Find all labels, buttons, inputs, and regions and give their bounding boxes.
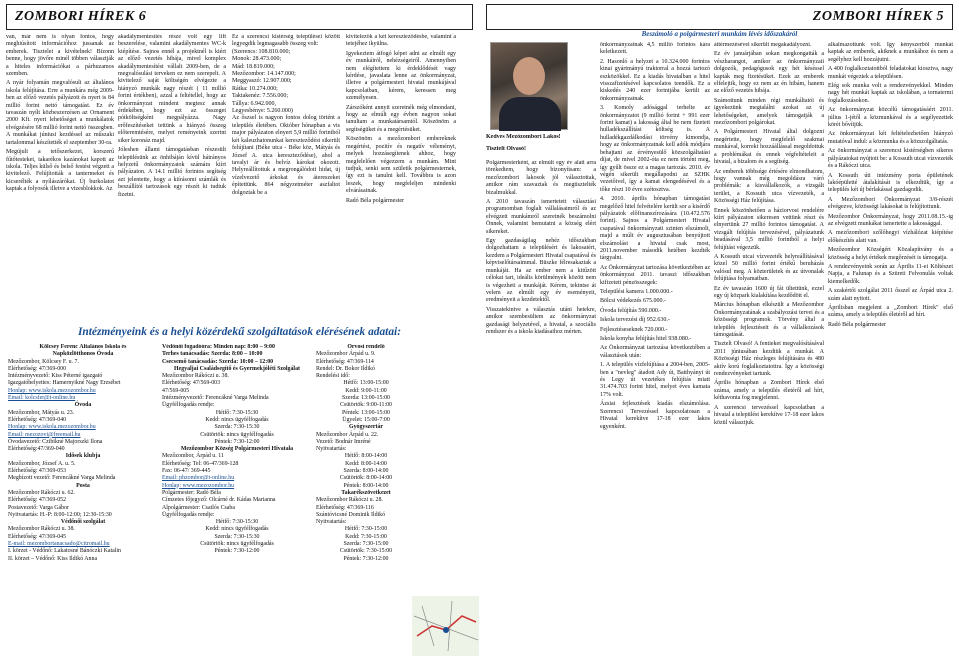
institution-line[interactable]: Email: mezozovi@freemail.hu (8, 431, 81, 438)
institution-line: Kölcsey Ferenc Általános Iskola és (39, 344, 127, 350)
report-subheader: Beszámoló a polgármesteri munkám lévés időszakáról (641, 30, 798, 38)
paragraph: Települési kamera 1.000.000.- (600, 289, 673, 295)
paragraph: Az Önkormányzat tartozása következtében a választások után: (600, 345, 710, 359)
paragraph: Számottunk minden régi munkáltatói és igyekezünk megtalálni azokat az új lehetőségeket, amelyek támogatják a mezőzombori polgárokat. (714, 97, 824, 127)
paragraph: Az önkormányzat két feltételezhetően hiányzó mutatóval indul: a közmunka és a közszolgáltatás. (828, 131, 953, 145)
institution-line: Csütörtök: 7:30-15:00 (339, 548, 393, 555)
greeting-1: Kedves Mezőzombori Lakos! (486, 134, 561, 140)
institution-line: Mezőzombor Község Polgármesteri Hivatala (180, 446, 294, 453)
paragraph: Radó Béla polgármester (346, 197, 404, 204)
paragraph: Mezőzombor Önkormányzat, hogy 2011.08.15.-ig az elvégzett munkákat ismertette a lakossággal. (828, 213, 953, 227)
village-map-icon (412, 596, 479, 656)
institution-line: Postavezető: Varga Gábor (8, 504, 69, 511)
paragraph: alkalmazottunk volt. Így kényszerből munkát kaptak az emberek, akiknek a munkához és nem a segélyhez kell hozzájutni. (828, 42, 953, 63)
left-col-4 (346, 34, 456, 324)
institution-line: Orvosi rendelő (347, 344, 385, 350)
institution-line: Mezőzombor Rákóczi u. 28. (316, 497, 383, 504)
institution-line: Csütörtök: 9:00-11:00 (340, 402, 392, 409)
paragraph: Ázsiai fejlesztések kiadás elszámolása. Szerencsi Tervezéssel kapcsolatosan a Hivatal kerekítve 17-18 ezer lakos egyenként. (600, 401, 710, 430)
paragraph: kivitelezők a két kereszteződésbe, valamint a tetejéhez ikyülna. (346, 34, 456, 48)
institution-line: Megbízott vezető: Ferencákné Varga Melinda (8, 475, 116, 482)
institution-line: Szántóvicsné Dominik Ildikó (316, 511, 386, 518)
left-col-3 (232, 34, 340, 324)
paragraph: önkormányzatnak 4,5 millió forintos kára keletkezett. (600, 42, 710, 56)
institution-line: Vezető: Bodnár Imréné (316, 438, 371, 445)
institution-line: Csütörtök: 8:00-14:00 (339, 475, 393, 482)
paragraph: Tisztelt Olvasó! A fentieket megvalósításával 2011 júniusában kezdtük a munkát. A Közösségi Ház részleges felújítására és 480 aktív korú foglalkoztatottra. Így a közösségi rendezvényeket tartunk. (714, 341, 824, 378)
left-col-1 (6, 34, 114, 324)
right-page (480, 0, 959, 669)
institution-line: Péntek: 7:30-12:00 (343, 555, 389, 562)
institution-line: Hegyaljai Családsegítő és Gyermekjóléti Szolgálat (174, 365, 300, 372)
paragraph: Mád: 18.819.000; (232, 63, 275, 70)
institution-line: Mezőzombor, Árpád u. 11 (162, 453, 224, 460)
institution-line: Rendel: Dr. Bokor Ildikó (316, 365, 375, 372)
institution-line: Polgármester: Radó Béla (162, 489, 221, 496)
institution-line: Nyitvatartás: (316, 519, 347, 526)
institution-line: Hétfő: 8:00-14:00 (344, 453, 388, 460)
paragraph: A Kossuth úti intézmény porta épületének lakóépületté átalakítását is elkezdtük, így a település két új bérlakással gazdagodik. (828, 172, 953, 194)
institution-line: Elérhetőség: 47/369-052 (8, 497, 67, 504)
institution-line: Szerda: 7:30-15:30 (214, 533, 260, 540)
paragraph: akadálymentesítés része volt egy lift beszerelése, valamint akadálymentes WC-k kiépítése. Sajnos ennél a projektnél is kiért az előző vezetés hibája, mivel komplex akadálymentesítést vállalt 2009-ben, de a megvalósulási terveken ez nem szerepelt. A kivitelező saját költségén elvégezte a hiányzó munkák nagy részét ( 11 millió forint értékben), azzal a feltétellel, hogy az önkormányzat mindent megtesz annak érdekében, hogy ezt az összeget pótköltségként megpályázza. Nagy erőfeszítéseket tettünk a hiányzó összeg előteremtésére, melyet reményeink szerint siker koronáz majd. (118, 34, 226, 144)
paragraph: Óvoda felújítás 590.000.- (600, 307, 662, 314)
institution-line: Kedd: 7:30-15:00 (345, 533, 387, 540)
institution-line: Elérhetőség: 47/569-003 (162, 380, 221, 387)
institution-line[interactable]: Honlap: www.iskola.mezozombor.hu (8, 387, 96, 394)
institution-line: Szerda: 13:00-15:00 (342, 395, 390, 402)
institution-line: Elérhetőség: 47/369-116 (316, 504, 374, 511)
paragraph: Köszönöm a mezőzombori embereknek megértést, pozitív és negatív véleményt, melyek hozzásegítenek ahhoz, hogy megfelelően végezzem a munkám. Mint tudjuk, senki sem születik polgármesternek, így ezt is tanulni kell. Továbbra is azon leszek, hogy megfeleljen mindenki elvárásainak. (346, 136, 456, 195)
paragraph: Monok: 28.473.000; (232, 56, 282, 63)
paragraph: Mezőzombor Községért Közalapítvány és a közösség a helyi értékek megőrzését is támogatja. (828, 247, 953, 261)
paragraph: Az önkormányzat közcélú támogatásáért 2011. július 1-jétől a közmunkával és a segélyezettek körét bővítjük. (828, 107, 953, 129)
institution-line: I. körzet - Védőnő: Lakatosné Bánóczki Katalin (8, 548, 121, 555)
institutions-col-2 (162, 344, 312, 666)
institution-line: Mezőzombor, Mátyás u. 23. (8, 409, 75, 416)
left-col-2 (118, 34, 226, 324)
institution-line: Elérhetőség: 47/369-114 (316, 358, 374, 365)
institution-line[interactable]: E-mail: mezombortanacsado@citromail.hu (8, 541, 110, 548)
institution-line: Kedd: nincs ügyfélfogadás (205, 416, 269, 423)
paragraph: Jóleshen állami támogatásban részesült településünk az önhibáján kívül hátrányos helyzetű önkormányzatok számára kiírt pályázaton. A 14.1 millió forintos segítség azt jelentette, hogy a kiírásomi számlák és beszállítói tartozások egy részét ki tudtuk fizetni. (118, 147, 226, 198)
institution-line: Posta (76, 482, 90, 489)
institution-line: Kedd: nincs ügyfélfogadás (205, 526, 269, 533)
institution-line: 47/569-005 (162, 387, 190, 394)
paragraph: A Mezőzombori Önkormányzat 3/8-részét elvégezve, közösségi lakásokat is felújítottunk. (828, 196, 953, 211)
institution-line: Csütörtök: nincs ügyfélfogadás (200, 431, 274, 438)
paragraph: Március hónapban elkészült a Mezőzombor Önkormányzatának a szabályozási tervei és a közösségi programok. Törvény által a település fejlesztéseit és a vállalkozások támogatását. (714, 302, 824, 339)
paragraph: Egy gazdaságilag nehéz időszakban dolgozhattam a településért és lakosaiért, kezdem a Polgármesteri Hivatal csapatával és képviselőtársaimmal. Büszke félresakaztak a munkáját. Ha az ember nem a kitűzött célokat tart, ideális körülmények között nem is végezheti a munkáját. Kérem, tekintse át velem az elmúlt egy év eseményeit, eredményeit a kezdetektől. (486, 238, 596, 304)
institution-line[interactable]: Honlap: www.mezozombor.hu (162, 482, 235, 489)
paragraph: van, már nem is olyan fontos, hogy meghiúsított információhoz jussanak az emberek. Tisztelet a kivételnek! Bizonn bennе, hogy jövőre minél többen választják a hiteles információkat a párhuzamos szemben. (6, 34, 114, 78)
paragraph: A Kossuth utcai vízvezeték helyreállításával közel 50 millió forint értékű beruházás valósul meg. A közterületek és az útvonalak felújítása folyamatban. (714, 253, 824, 283)
institution-line: Mezőzombor Rákóczi u. 38. (162, 373, 229, 380)
institution-line: Óvodavezető: Czibikné Majorszki Ilona (8, 438, 103, 445)
institution-line: Terhes tanácsadás: Szerda: 8:00 – 10:00 (162, 351, 263, 358)
left-page-header (6, 4, 473, 30)
paragraph: Fejlesztéseseknek 720.000.- (600, 326, 668, 333)
institution-line: Elérhetőség: 47/369-000 (8, 365, 67, 372)
institution-line: Nyitvatartás: (316, 446, 347, 453)
institution-line: Mezőzombor, Kölcsey F. u. 7. (8, 358, 79, 365)
paragraph: Április hónapban a Zombori Hírek első száma, amely a település életéről ad hírt, kéthavonta fog megjelenni. (714, 380, 824, 402)
institution-line: Takarékszövetkezet (341, 489, 391, 496)
institution-line: Mezőzombor, József A. u. 5. (8, 460, 76, 467)
institution-line: Címzetes főjegyző: Olcárné dr. Kádas Marianna (162, 497, 276, 504)
paragraph: Az emberek többsége értésére elmondhatom, hogy vannak még megoldásra váró problémák: a kisvállalkozók, a vizsgált terület, a Kossuth utca vízvezeték, a Közösségi Ház felújítása. (714, 168, 824, 205)
institution-line: Intézményvezető: Kiss Péterné igazgató (8, 373, 103, 380)
paragraph: Visszatekintve a választás utáni hetekre, amikor szembesültem az önkormányzat gazdasági helyzetével, a hivatal, a szociális rendszer és a iskola kiadásaihoz mérten. (486, 306, 596, 335)
paragraph: A rendezvényeink során az Április 11-ei Költészet Napja, a Falunap és a Szüreti Felvonulás voltak kiemelkedők. (828, 263, 953, 285)
greeting-2: Tisztelt Olvasó! (486, 146, 527, 152)
institutions-banner: Intézményeink és a helyi közérdekű szolgáltatások elérésének adatai: (77, 326, 402, 338)
institution-line: Intézményvezető: Ferencákné Varga Melinda (162, 395, 269, 402)
institution-line: Hétfő: 13:00-15:00 (343, 380, 389, 387)
institution-line: Ügyfélfogadás rendje: (162, 511, 215, 518)
right-col-1 (486, 160, 596, 665)
paragraph: Rátka: 10.274.000; (232, 85, 278, 92)
institution-line: Hétfő: 7:30-15:30 (215, 519, 259, 526)
paragraph: Meggyaszó: 12.907.000; (232, 78, 292, 85)
paragraph: Taktakenéz: 7.556.000; (232, 93, 289, 100)
paragraph: Polgármesterként, az elmúlt egy év alatt arra törekedtem, hogy bizonyítsam: a mezőzombori lakosok jól választottak, amikor rám szavaztak és megtisztelték bizalmukkal. (486, 160, 596, 196)
paragraph: A szerencsi tervezéssel kapcsolatban a hivatal a települést kerekítve 17-18 ezer lakos közül választjuk. (714, 404, 824, 426)
institution-line: Fax: 06-47/ 369-445 (162, 468, 211, 475)
paragraph: Ez a szerencsi kistérség települései között legyegdik legmagasabb összeg volt: (232, 34, 340, 48)
institution-line: Elérhetőség: Tel: 06-47/369-128 (162, 460, 239, 467)
paragraph: 1. A település vízfelújítása a 2004-ben, 2005-ben a "nevleg" átadott Ady út, Batthyányi út és Legy út vezetékes felújítás miatt 31.474.703 forint hitel, melyet éves kamata 17% volt. (600, 362, 710, 398)
institution-line: Védőnői fogadóóra: Minden nap: 8:00 – 9:00 (162, 344, 275, 350)
institution-line: Mezőzombor Árpád u. 9. (316, 351, 376, 358)
right-page-title: ZOMBORI HÍREK 5 (812, 9, 944, 24)
institution-line: Péntek: 13:00-15:00 (342, 409, 390, 416)
institution-line: Alpolgármester: Csatlós Csaba (162, 504, 235, 511)
paragraph: A Polgármesteri Hivatal által dolgozni megértette, hogy megfelelő szakmai munkával, korrekt hozzáállással megoldottuk a problémákat és ennek végfeltételeit a hivatal, a bizalom és a segítség. (714, 129, 824, 166)
institution-line: Idősek klubja (65, 453, 101, 460)
institutions-col-3 (316, 344, 416, 666)
institution-line: Szerda: 8:00-14:00 (343, 468, 389, 475)
institution-line: Ügyfélfogadás rendje: (162, 402, 215, 409)
institution-line: Nyitvatartás: H.-P: 8:00-12:00; 12:30-15:30 (8, 511, 112, 518)
institution-line: Szerda: 7:30-15:00 (343, 541, 389, 548)
paragraph: Radó Béla polgármester (828, 321, 886, 328)
institution-line: II. körzet – Védőnő: Kiss Ildikó Anna (8, 555, 98, 562)
right-col-2 (600, 42, 710, 665)
institution-line: Elérhetőség: 47/369-040 (8, 416, 67, 423)
paragraph: 2. Hasonló a helyzet a 10.324.000 forintos kinai gyártmányú traktorral a hozzá tartozó eszközökkel. Ez a kiadás hivatalban a hitel visszafizetésével kapcsolatos teendők. Ez a kiskedés 240 ezer forintjába került az önkormányzatnak. (600, 58, 710, 102)
paragraph: A szakértői szolgálat 2011 ősszel az Árpád utca 2. szám alatt nyitott. (828, 288, 953, 302)
paragraph: Iskola tervezési díj 952.630.- (600, 317, 670, 324)
institution-line: Péntek: 7:30-12:00 (214, 438, 260, 445)
institution-line: Mezőzombor Rákóczi u. 38. (8, 526, 75, 533)
paragraph: A 2010 tavaszán ismertetett választási programomban foglalt vállalásaimról és az elvégzett munkámról szeretnék beszámolni Önnek, valamint bemutatni a község elért sikereket. (486, 199, 596, 235)
institution-line: Csütörtök: nincs ügyfélfogadás (200, 541, 274, 548)
institution-line: Csecsemő tanácsadás: Szerda: 10:00 – 12:00 (162, 358, 274, 365)
left-page (0, 0, 479, 669)
institution-line: Védőnői szolgálat (60, 519, 106, 526)
paragraph: 3. Komoly adósággal terhelte az önkormányzatot (9 millió forint + 991 ezer forint kamat) a lakosság által be nem fizetett hulladékszállítási költség is. A hulladékgazdálkodási törvény kimondja, hogy az önkormányzatnak kell adók módjára behajtani az érvényesülő közszolgáltatási díjat, de mivel 2002-óta ez nem történt meg, így gyűlt össze ez a magas tartozás. 2010. év végén sikerült megállapodni az SZHK vezetőivel, így a kamat elengedésével és a tőke részt 10 évre szétosztva. (600, 105, 710, 193)
paragraph: A 400 foglalkoztatottból feladatokat kiosztva, nagy munkát végeztek a településen. (828, 66, 953, 80)
institution-line: Óvoda (74, 402, 92, 409)
mayor-photo (490, 42, 568, 130)
paragraph: Tállya: 6.942.000, (232, 100, 276, 107)
institution-line: Péntek: 8:00-14:00 (343, 482, 389, 489)
paragraph: áttérmezésével sikerült megakadályozni. (714, 42, 812, 48)
institution-line[interactable]: Email: phzombor@t-online.hu (162, 475, 235, 482)
right-page-header (486, 4, 953, 30)
paragraph: Bölcsi védekezés 675.000.- (600, 298, 666, 305)
paragraph: Ez év tavaszán 1600 új fát ültettünk, ezzel egy új közpark kialakítása kezdődött el. (714, 285, 824, 299)
institutions-col-1 (8, 344, 158, 666)
institution-line: Hétfő: 7:30-15:30 (215, 409, 259, 416)
paragraph: Zárszóként annyit szeretnék még elmondani, hogy az elmúlt egy évben nagyon sokat tanultam a munkatársamtól. Köszönöm a segítségüket és a megértésüket. (346, 104, 456, 133)
paragraph: Igyekeztem átfogó képet adni az elmúlt egy év munkáiról, nehézségeiről. Amennyiben nem elégítettem ki érdeklődését vagy kérdése, javaslata lenne az önkormányzat, illetve a polgármesteri hivatal munkájával kapcsolatban, kérem, keressen meg személyesen. (346, 50, 456, 102)
paragraph: (Szerencs: 108.810.000; (232, 48, 291, 55)
institution-line: Szerda: 7:30-15:30 (214, 424, 260, 431)
institution-line: Elérhetőség:47/369-040 (8, 446, 65, 453)
paragraph: Ennek köszönhetően a háziorvosi rendelére kiírt pályázaton sikeresen vettünk részt és elnyertünk 27 millió forintos támogatást. A vizsgált felújítás tervezésével, pályázatunk beadásával 3,5 millió forintból a helyi felújítást végezzük. (714, 207, 824, 251)
paragraph: A nyár folyamán megvalósult az általános iskola felújítása. Erre a munkára még 2009-ben az előző vezetés pályázott és nyert is 84 millió forint nettó támogatást. Ez év tavaszán nyílt közbeszerzésen az Ornament 2000 Kft. nyert lehetőséget a munkálatok elvégzésére 68 millió forint nettó összegben. A munkákat júniusi kezdéssel az műszaki tartalommal készítették el szeptember 30-ra. (6, 80, 114, 146)
institution-line: Napközlötthonos Óvoda (52, 351, 114, 358)
institution-line: Mezőzombor Rákóczi u. 62. (8, 489, 75, 496)
institution-line: Elérhetőség: 47/369-053 (8, 468, 67, 475)
institution-line: Mezőzombor Árpád u. 22. (316, 431, 379, 438)
paragraph: Iskola konyha felújítás hitel 938.080.- (600, 336, 692, 343)
paragraph: Az önkormányzat a szerencsi kistérségben sikeres pályázatokat nyújtott be: a Kossuth utcai vízvezeték és a Rákóczi utca. (828, 148, 953, 170)
institution-line[interactable]: Email: kolcsfer@t-online.hu (8, 395, 76, 402)
paragraph: Mezőzombor: 14.147.000; (232, 71, 296, 78)
paragraph: Az Önkormányzat tartozása következtében az önkormányzat 2011. tavaszi időszakban kifizetett pénzösszegek: (600, 264, 710, 286)
paragraph: A mezőzombori szőlőhegyi vízhálózat kiépítése előkészítés alatt van. (828, 230, 953, 244)
institution-line: Rendelési idő: (316, 373, 350, 380)
institution-line: Elérhetőség: 47/369-045 (8, 533, 67, 540)
institution-line: Kedd: 9:00-11:00 (345, 387, 387, 394)
institution-line: Kedd: 8:00-14:00 (345, 460, 387, 467)
institution-line: Péntek: 7:30-12:00 (214, 548, 260, 555)
institution-line: Gyógyszertár (348, 424, 384, 431)
institution-line: Hétfő: 7:30-15:00 (344, 526, 388, 533)
paragraph: Az őszsel is nagyon fontos dolog történt a település életében. Október hónapban a vis major pályázaton elnyert 5,9 millió forintból két kaleuzhatonunkat kereszteződést sikerült felújítani (Béke utca - Béke köz, Mátyás és József A. utca kereszteződése), ahol a tavalyi ár és belvíz károkat okozott. Helyreállítottuk a megrongálódott hidat, új vízelvezető árkokat és átereszeket építettünk. 864 négyzetméter aszfaltot dolgoztak be a (232, 115, 340, 196)
paragraph: 4. 2010. április hónapban támogatást megelőző hitel felvételére került sor a kisérdő pályázatok előfinanszírozására (10.472.576 forint). Sajnos a Polgármesteri Hivatal csapatával önkormányzati szinten elszámolt, majd a múlt év augusztusában benyújtott elszámolást a hivatal csak most, 2011.november második hetében kezdték tárgyalni. (600, 196, 710, 262)
right-col-4 (828, 42, 953, 665)
paragraph: Legyesbénye: 5.260.000) (232, 108, 293, 115)
institution-line: Ügyelet: 15:00-7:00 (342, 416, 390, 423)
institution-line: Igazgatóhelyettes: Hamernyikné Nagy Erzsébet (8, 380, 121, 387)
right-col-3 (714, 42, 824, 665)
paragraph: Elég sok munka volt a rendezvényekkel. Minden nagy hét munkát kaptak az iskolában, a tornatermi foglalkozásokon. (828, 83, 953, 104)
left-page-title: ZOMBORI HÍREK 6 (15, 9, 147, 24)
paragraph: Áprilisban megjelent a „Zombori Hírek" első száma, amely a település életéről ad hírt. (828, 305, 953, 319)
institution-line[interactable]: Honlap: www.iskola.mezozombor.hu (8, 424, 96, 431)
paragraph: Ez év januárjában sokan megkongatták a vészharangot, amikor az önkormányzati dolgozók, pedagógusok egy hét késéssel kapták meg fizetésüket. Ezek az emberek elfelejtik, hogy ez nem az én hibám, hanem az előző vezetés hibája. (714, 51, 824, 95)
paragraph: Megújult a tetőszerkezet, korszerű fűtőtestеket, takarékos kazánokat kapott az iskola. Teljes külső és belső festést végzett a kivitelező. Felújították a tantermeket és kicserélték a nyílászárókat. Új burkolatot kaptak a folyosók illetve a vizesblokkok. Az (6, 149, 114, 193)
